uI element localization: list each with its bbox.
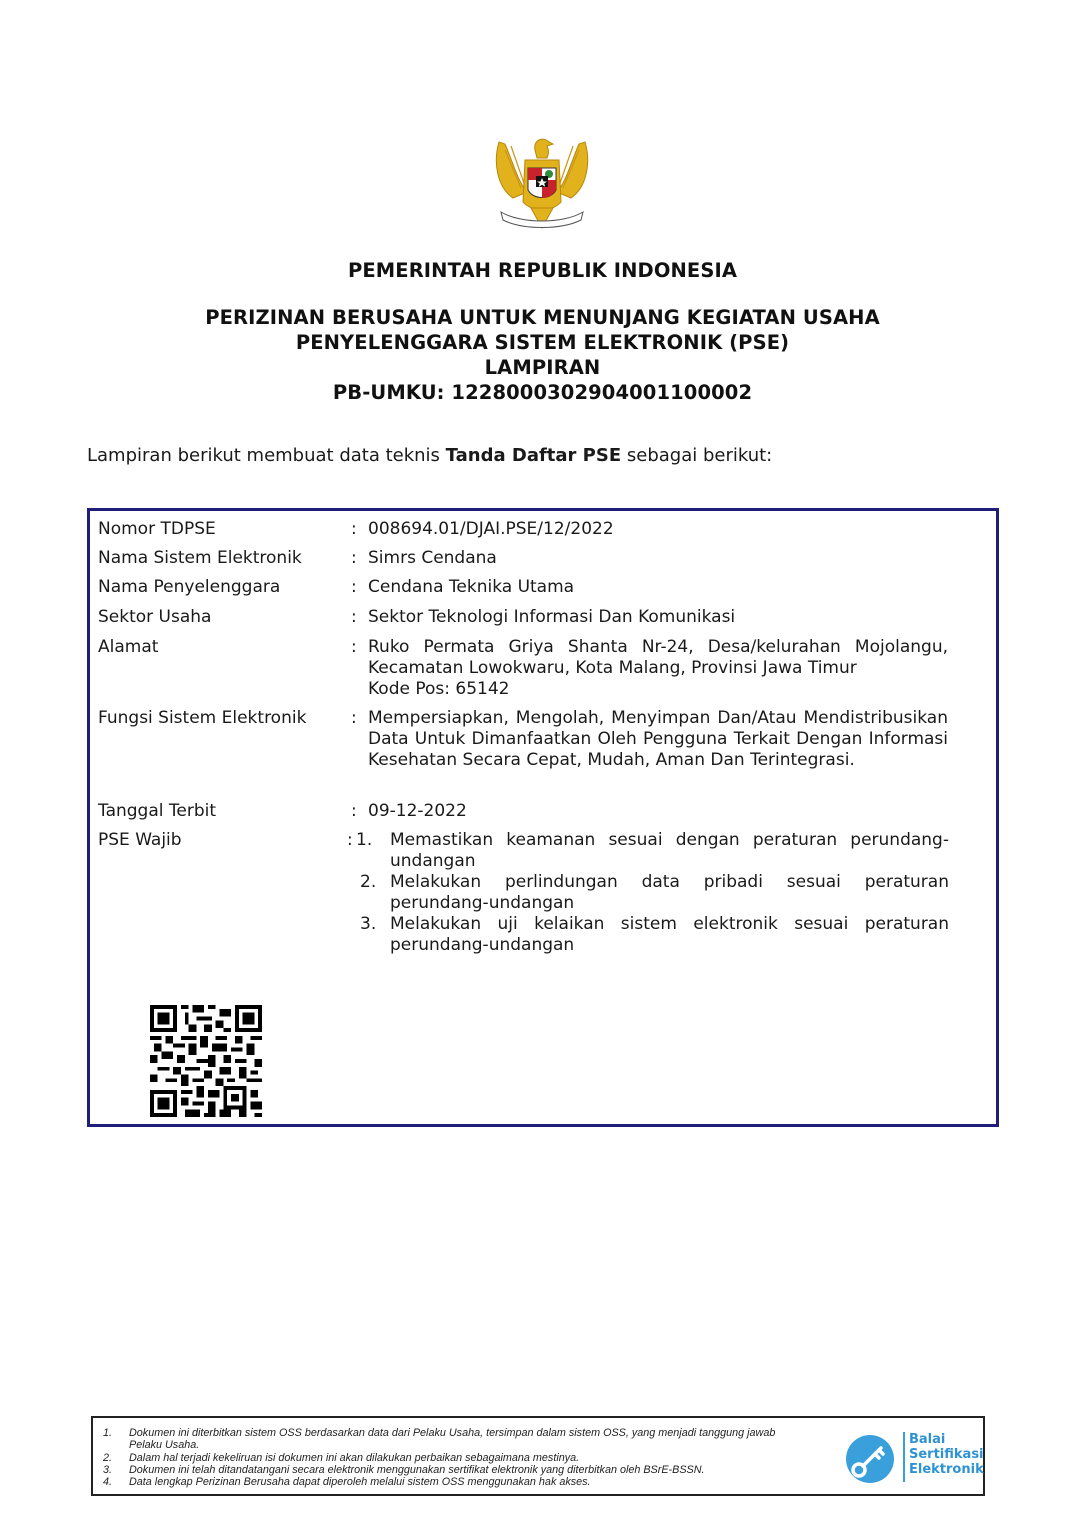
value: Sektor Teknologi Informasi Dan Komunikasi: [368, 607, 736, 627]
colon: :: [347, 830, 353, 850]
bsre-key-icon: [845, 1434, 895, 1488]
item-text: Memastikan keamanan sesuai dengan peraturan perundang-undangan: [390, 830, 949, 871]
label: Fungsi Sistem Elektronik: [98, 708, 307, 728]
logo-line: Sertifikasi: [909, 1447, 984, 1462]
value: Mempersiapkan, Mengolah, Menyimpan Dan/Atau Mendistribusikan Data Untuk Dimanfaatkan Oleh Pengguna Terkait Dengan Informasi Kesehatan Secara Cepat, Mudah, Aman Dan Terintegrasi.: [368, 708, 948, 770]
address-line: Ruko Permata Griya Shanta Nr-24, Desa/kelurahan Mojolangu, Kecamatan Lowokwaru, Kota Malang, Provinsi Jawa Timur: [368, 637, 948, 678]
pb-umku-number: PB-UMKU: 1228000302904001100002: [332, 381, 753, 404]
note-number: 1.: [103, 1427, 113, 1439]
value: 008694.01/DJAI.PSE/12/2022: [368, 519, 614, 539]
postal-code: Kode Pos: 65142: [368, 679, 510, 699]
intro-suffix: sebagai berikut:: [621, 445, 773, 466]
document-title: [0, 305, 1085, 405]
note-text: Dokumen ini diterbitkan sistem OSS berdasarkan data dari Pelaku Usaha, tersimpan dalam sistem OSS, yang menjadi tanggung jawab: [129, 1427, 776, 1439]
label: Tanggal Terbit: [98, 801, 217, 821]
note-text: Data lengkap Perizinan Berusaha dapat diperoleh melalui sistem OSS menggunakan hak akses.: [129, 1476, 591, 1488]
qr-code-icon: [150, 1005, 262, 1117]
colon: :: [351, 577, 357, 597]
title-line-1: PERIZINAN BERUSAHA UNTUK MENUNJANG KEGIATAN USAHA: [205, 306, 880, 329]
label: Nama Penyelenggara: [98, 577, 281, 597]
colon: :: [351, 708, 357, 728]
intro-text: [87, 445, 772, 466]
note-text-continued: Pelaku Usaha.: [129, 1438, 200, 1451]
label: Sektor Usaha: [98, 607, 212, 627]
value: [368, 637, 948, 700]
list-item: [356, 830, 949, 872]
label: Nama Sistem Elektronik: [98, 548, 302, 568]
item-text: Melakukan uji kelaikan sistem elektronik sesuai peraturan perundang-undangan: [390, 914, 949, 955]
note-text: Dokumen ini telah ditandatangani secara elektronik menggunakan sertifikat elektronik yang diterbitkan oleh BSrE-BSSN.: [129, 1464, 705, 1476]
garuda-emblem-icon: [491, 132, 593, 236]
note-number: 3.: [103, 1464, 113, 1476]
value: Simrs Cendana: [368, 548, 497, 568]
intro-bold: Tanda Daftar PSE: [445, 445, 622, 466]
logo-line: Balai: [909, 1432, 946, 1447]
item-text: Melakukan perlindungan data pribadi sesuai peraturan perundang-undangan: [390, 872, 949, 913]
label: PSE Wajib: [98, 830, 182, 850]
obligations-list: [356, 830, 949, 956]
colon: :: [351, 637, 357, 657]
logo-divider: [903, 1432, 905, 1482]
item-number: 3.: [360, 914, 377, 934]
note-number: 2.: [103, 1452, 113, 1464]
item-number: 2.: [360, 872, 377, 892]
value: Cendana Teknika Utama: [368, 577, 575, 597]
colon: :: [351, 519, 357, 539]
bsre-logo: [845, 1428, 985, 1488]
note-text: Dalam hal terjadi kekeliruan isi dokumen ini akan dilakukan perbaikan sebagaimana mestinya.: [129, 1452, 580, 1464]
intro-prefix: Lampiran berikut membuat data teknis: [87, 445, 446, 466]
colon: :: [351, 801, 357, 821]
government-heading: PEMERINTAH REPUBLIK INDONESIA: [347, 259, 738, 282]
note-number: 4.: [103, 1476, 113, 1488]
colon: :: [351, 548, 357, 568]
footer-notes-box: [91, 1416, 985, 1496]
title-line-3: LAMPIRAN: [484, 356, 601, 379]
label: Nomor TDPSE: [98, 519, 216, 539]
list-item: [356, 872, 949, 914]
title-line-2: PENYELENGGARA SISTEM ELEKTRONIK (PSE): [295, 331, 790, 354]
colon: :: [351, 607, 357, 627]
list-item: [356, 914, 949, 956]
value: 09-12-2022: [368, 801, 467, 821]
bsre-logo-text: [909, 1432, 984, 1477]
item-number: 1.: [356, 830, 373, 850]
logo-line: Elektronik: [909, 1462, 984, 1477]
details-box: [87, 508, 999, 1127]
label: Alamat: [98, 637, 159, 657]
